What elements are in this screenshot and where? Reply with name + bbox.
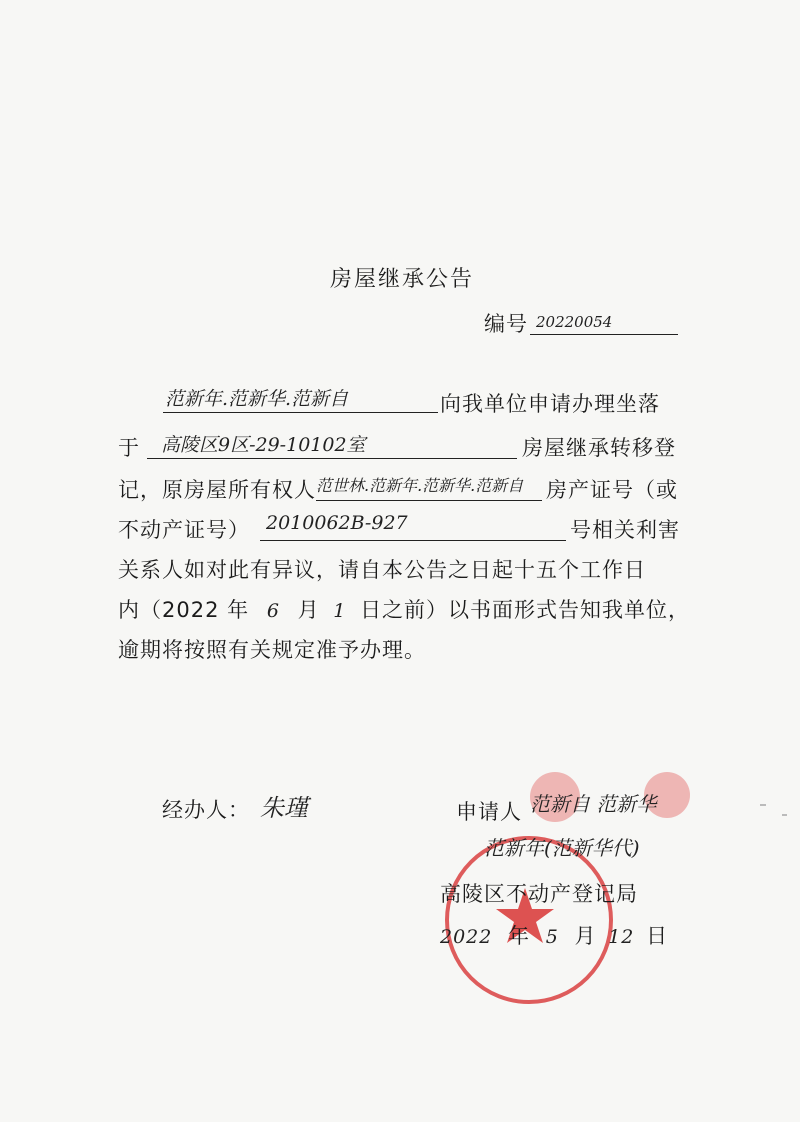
- cert-handwriting: 2010062B-927: [266, 512, 408, 534]
- line7-text: 逾期将按照有关规定准予办理。: [118, 638, 426, 662]
- location-field: [147, 426, 517, 459]
- handler-signature: 朱瑾: [260, 794, 308, 822]
- line1-text: 向我单位申请办理坐落: [440, 392, 660, 416]
- line6-text: [118, 594, 690, 624]
- notice-title: 房屋继承公告: [330, 267, 475, 292]
- date-month-label: 月: [574, 924, 597, 948]
- paper-speck: [782, 814, 787, 816]
- applicant-signature-2: 范新年(范新华代): [484, 836, 640, 860]
- line6-part-a: 内（2022 年: [118, 598, 250, 622]
- date-month-handwriting: 5: [545, 926, 559, 948]
- day-handwriting: 1: [333, 600, 347, 622]
- bureau-name: 高陵区不动产登记局: [440, 882, 638, 906]
- line3-suffix: 房产证号（或: [546, 478, 678, 502]
- number-label: 编号: [484, 312, 528, 336]
- applicant-label: 申请人: [456, 800, 522, 824]
- date-day-handwriting: 12: [608, 926, 635, 948]
- applicants-handwriting: 范新年.范新华.范新自: [165, 388, 349, 410]
- owner-handwriting: 范世林.范新年.范新华.范新自: [316, 476, 524, 495]
- applicant-signature-1: 范新自 范新华: [530, 792, 657, 816]
- cert-field: [260, 508, 566, 541]
- line6-part-b: 月: [297, 598, 320, 622]
- date-year-handwriting: 2022: [440, 926, 493, 948]
- line2-suffix: 房屋继承转移登: [522, 436, 676, 460]
- sign-date: [440, 920, 668, 950]
- number-field: [530, 312, 678, 335]
- number-value: 20220054: [536, 313, 613, 331]
- month-handwriting: 6: [266, 600, 280, 622]
- handler-label: 经办人：: [162, 798, 250, 822]
- line2-prefix: 于: [118, 436, 140, 460]
- line6-part-c: 日之前）以书面形式告知我单位，: [360, 598, 691, 622]
- applicants-field: [163, 380, 438, 413]
- date-year-label: 年: [508, 924, 531, 948]
- location-handwriting: 高陵区9区-29-10102室: [161, 434, 366, 456]
- line5-text: 关系人如对此有异议，请自本公告之日起十五个工作日: [118, 558, 646, 582]
- line4-prefix: 不动产证号）: [118, 518, 250, 542]
- line4-suffix: 号相关利害: [570, 518, 680, 542]
- paper-speck: [760, 804, 766, 806]
- date-day-label: 日: [646, 924, 669, 948]
- line3-prefix: 记，原房屋所有权人: [118, 478, 316, 502]
- owner-field: [316, 470, 542, 501]
